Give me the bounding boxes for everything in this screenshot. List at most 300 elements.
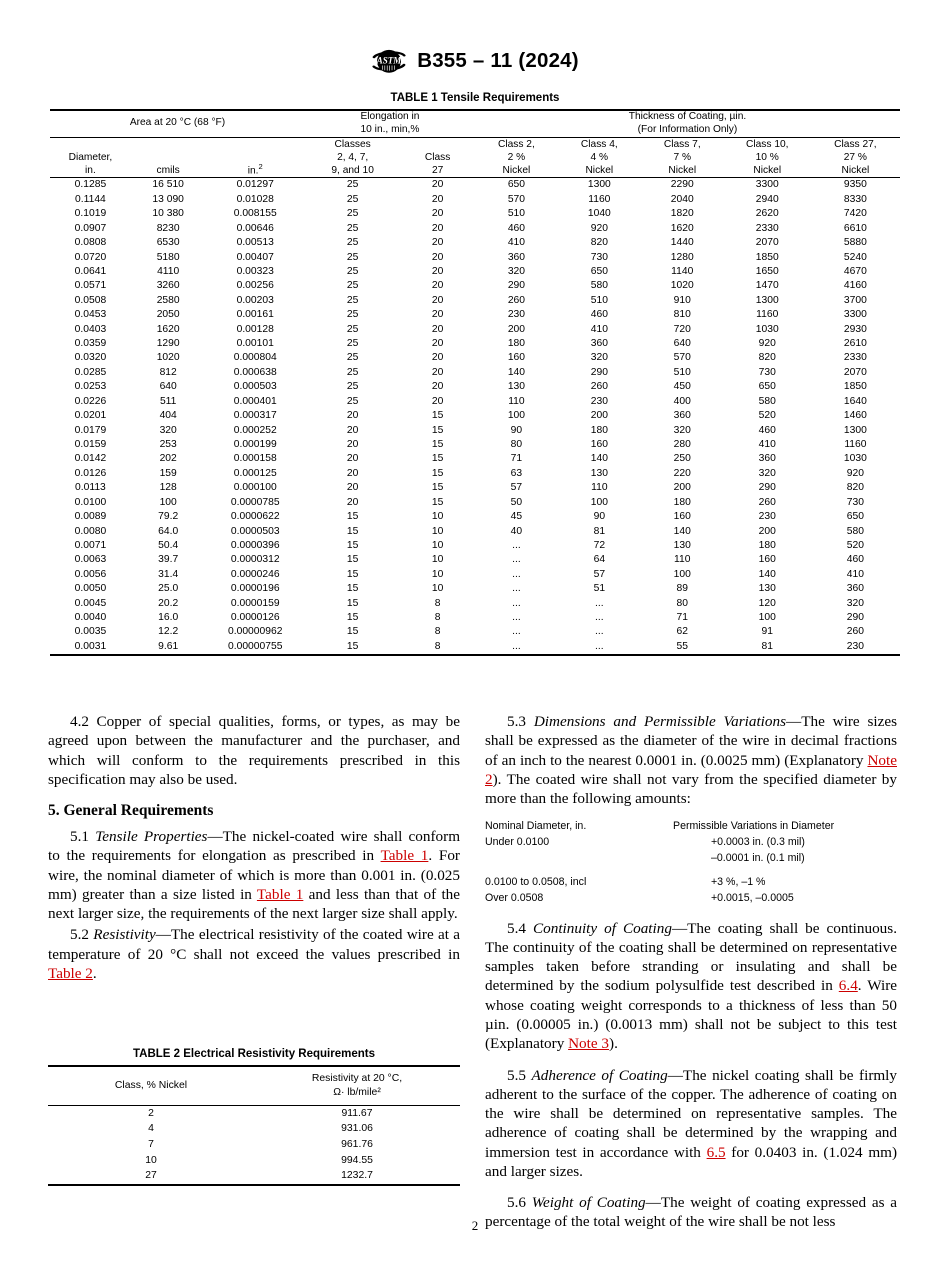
table-1-cell-r10-c3: 25 xyxy=(346,323,359,335)
paragraph-5-1-number: 5.1 xyxy=(70,828,89,846)
table-1-cell-r8-c1: 2580 xyxy=(156,294,180,306)
table-1-cell-r9-c5: 230 xyxy=(507,309,525,321)
group-header-elongation xyxy=(305,110,475,137)
variations-row-0-right: +0.0003 in. (0.3 mil) xyxy=(711,836,805,848)
xref-note-3[interactable]: Note 3 xyxy=(568,1035,610,1053)
table-1-cell-r3-c4: 20 xyxy=(431,222,444,234)
table-1-cell-r14-c8: 650 xyxy=(758,381,776,393)
table-1-cell-r6-c2: 0.00323 xyxy=(236,265,274,277)
paragraph-5-2 xyxy=(48,925,460,983)
table-1-cell-r26-c3: 15 xyxy=(346,554,359,566)
table-1-col-header-8-line1: 10 % xyxy=(755,151,779,163)
table-1-cell-r6-c8: 1650 xyxy=(755,265,779,277)
table-1-cell-r22-c2: 0.0000785 xyxy=(230,496,280,508)
paragraph-5-1-title: Tensile Properties xyxy=(95,828,208,846)
table-1-cell-r24-c8: 200 xyxy=(758,525,776,537)
table-1-cell-r22-c6: 100 xyxy=(590,496,608,508)
table-1-cell-r12-c3: 25 xyxy=(346,352,359,364)
table-1-cell-r2-c3: 25 xyxy=(346,208,359,220)
table-1-cell-r17-c6: 180 xyxy=(590,424,608,436)
table-1-cell-r7-c8: 1470 xyxy=(755,280,779,292)
table-1-cell-r21-c9: 820 xyxy=(846,482,864,494)
table-row xyxy=(50,351,900,365)
table-1-cell-r19-c8: 360 xyxy=(758,453,776,465)
table-1-cell-r28-c1: 25.0 xyxy=(158,583,179,595)
table-1-cell-r30-c4: 8 xyxy=(434,612,441,624)
table-row xyxy=(50,596,900,610)
table-row xyxy=(50,553,900,567)
table-1-cell-r25-c4: 10 xyxy=(431,539,444,551)
table-1-cell-r7-c6: 580 xyxy=(590,280,608,292)
xref-table-1-b[interactable]: Table 1 xyxy=(256,885,304,903)
table-1-cell-r21-c7: 200 xyxy=(673,482,691,494)
table-1-cell-r32-c2: 0.00000755 xyxy=(228,640,283,652)
table-1-cell-r28-c5: ... xyxy=(512,583,521,595)
table-row xyxy=(50,236,900,250)
table-1-cell-r11-c0: 0.0359 xyxy=(74,338,107,350)
table-1-cell-r27-c6: 57 xyxy=(593,568,606,580)
table-1-cell-r7-c2: 0.00256 xyxy=(236,280,274,292)
paragraph-4-2 xyxy=(48,712,460,789)
table-1-cell-r11-c8: 920 xyxy=(758,338,776,350)
table-1-cell-r1-c3: 25 xyxy=(346,193,359,205)
table-row xyxy=(50,524,900,538)
table-1-cell-r18-c2: 0.000199 xyxy=(233,438,277,450)
table-1-col-header-7-line2: Nickel xyxy=(668,165,697,176)
table-1-cell-r30-c2: 0.0000126 xyxy=(230,612,280,624)
table-1-cell-r30-c6: ... xyxy=(595,612,604,624)
table-1-cell-r9-c7: 810 xyxy=(673,309,691,321)
table-1-cell-r18-c6: 160 xyxy=(590,438,608,450)
table-1-col-header-8-line0: Class 10, xyxy=(746,138,789,150)
table-1-cell-r27-c2: 0.0000246 xyxy=(230,568,280,580)
table-1-cell-r0-c8: 3300 xyxy=(755,179,779,191)
table-1-cell-r20-c5: 63 xyxy=(510,467,523,479)
xref-table-1-a[interactable]: Table 1 xyxy=(380,847,429,865)
table-1-cell-r29-c7: 80 xyxy=(676,597,688,609)
table-row xyxy=(50,539,900,553)
paragraph-5-6-number: 5.6 xyxy=(507,1194,526,1212)
table-1-cell-r7-c4: 20 xyxy=(431,280,444,292)
table-1-cell-r30-c5: ... xyxy=(512,612,521,624)
table-1-cell-r31-c1: 12.2 xyxy=(158,626,179,638)
table-1-cell-r20-c1: 159 xyxy=(159,467,177,479)
table-1-col-header-6-line2: Nickel xyxy=(585,165,614,176)
table-1-cell-r26-c7: 110 xyxy=(674,554,691,566)
table-1-cell-r10-c1: 1620 xyxy=(156,323,180,335)
group-header-thickness-line2: (For Information Only) xyxy=(637,123,738,135)
table-1-col-header-6 xyxy=(558,137,641,178)
table-1-cell-r17-c2: 0.000252 xyxy=(233,424,277,436)
body-column-left xyxy=(48,712,460,983)
section-5-heading: 5. General Requirements xyxy=(48,802,214,820)
table-1-cell-r17-c9: 1300 xyxy=(843,424,867,436)
table-1-cell-r19-c0: 0.0142 xyxy=(74,453,107,465)
table-1-col-header-7-line1: 7 % xyxy=(673,151,692,163)
table-1-cell-r0-c0: 0.1285 xyxy=(74,179,107,191)
table-1-cell-r9-c3: 25 xyxy=(346,309,359,321)
table-1-cell-r10-c4: 20 xyxy=(431,323,444,335)
table-1-cell-r32-c0: 0.0031 xyxy=(74,640,107,652)
table-1-col-header-9-line1: 27 % xyxy=(843,151,867,163)
table-1-col-header-1-line0: cmils xyxy=(156,165,180,176)
table-1-cell-r10-c2: 0.00128 xyxy=(236,323,274,335)
table-1-cell-r23-c1: 79.2 xyxy=(158,511,179,523)
table-row xyxy=(50,366,900,380)
table-1-cell-r15-c5: 110 xyxy=(508,395,525,407)
table-row xyxy=(50,510,900,524)
table-1-col-header-5-line2: Nickel xyxy=(502,165,531,176)
table-1-cell-r3-c3: 25 xyxy=(346,222,359,234)
table-1-cell-r22-c0: 0.0100 xyxy=(74,496,107,508)
table-1-cell-r25-c0: 0.0071 xyxy=(74,539,107,551)
table-1-cell-r4-c0: 0.0808 xyxy=(74,237,107,249)
table-1-col-header-7-line0: Class 7, xyxy=(663,138,701,150)
table-1-cell-r5-c3: 25 xyxy=(346,251,359,263)
table-1-cell-r25-c3: 15 xyxy=(346,539,359,551)
table-1-cell-r30-c3: 15 xyxy=(346,612,359,624)
table-1-cell-r15-c9: 1640 xyxy=(843,395,867,407)
table-1-cell-r13-c6: 290 xyxy=(590,366,608,378)
table-1-cell-r18-c5: 80 xyxy=(510,438,523,450)
variations-header-right: Permissible Variations in Diameter xyxy=(673,820,835,833)
variations-row-1-right: –0.0001 in. (0.1 mil) xyxy=(711,851,805,864)
paragraph-5-3-number: 5.3 xyxy=(507,713,526,730)
table-row xyxy=(50,193,900,207)
table-1-cell-r6-c4: 20 xyxy=(431,265,444,277)
table-1-cell-r4-c6: 820 xyxy=(590,237,608,249)
table-1-cell-r5-c8: 1850 xyxy=(755,251,779,263)
table-1-cell-r32-c9: 230 xyxy=(846,640,864,652)
table-1-cell-r27-c9: 410 xyxy=(846,568,864,580)
table-1-cell-r6-c3: 25 xyxy=(346,265,359,277)
table-1-col-header-6-line1: 4 % xyxy=(590,151,609,163)
table-1-cell-r31-c0: 0.0035 xyxy=(74,626,107,638)
table-1-cell-r5-c9: 5240 xyxy=(843,251,867,263)
paragraph-5-1 xyxy=(48,827,460,923)
table-1-cell-r16-c9: 1460 xyxy=(843,410,867,422)
table-1-cell-r28-c0: 0.0050 xyxy=(74,583,107,595)
table-1-cell-r27-c8: 140 xyxy=(758,568,776,580)
table-1-cell-r12-c9: 2330 xyxy=(843,352,867,364)
table-1-cell-r3-c6: 920 xyxy=(590,222,608,234)
table-1-cell-r10-c9: 2930 xyxy=(843,323,867,335)
table-1-cell-r0-c3: 25 xyxy=(346,179,359,191)
paragraph-5-2-text-b: . xyxy=(92,964,97,982)
table-1-cell-r0-c5: 650 xyxy=(507,179,525,191)
table-1-cell-r16-c8: 520 xyxy=(758,410,776,422)
paragraph-5-3 xyxy=(485,712,897,808)
table-1-cell-r27-c1: 31.4 xyxy=(158,568,179,580)
table-1-col-header-1 xyxy=(131,137,206,178)
variations-row-2-right: +3 %, –1 % xyxy=(711,876,766,889)
table-1-cell-r26-c2: 0.0000312 xyxy=(230,554,280,566)
table-1-cell-r8-c8: 1300 xyxy=(755,294,779,306)
table-1-cell-r19-c3: 20 xyxy=(346,453,359,465)
table-row xyxy=(50,611,900,625)
table-1-cell-r25-c9: 520 xyxy=(846,539,864,551)
table-1-cell-r25-c5: ... xyxy=(512,539,521,551)
table-1-cell-r16-c6: 200 xyxy=(590,410,608,422)
table-1-cell-r15-c2: 0.000401 xyxy=(233,395,277,407)
table-1-cell-r32-c7: 55 xyxy=(676,640,688,652)
table-1-cell-r31-c5: ... xyxy=(512,626,521,638)
paragraph-5-1-text-a: —The nickel-coated wire shall conform to the requirements for elongation as prescribed in xyxy=(48,828,461,865)
xref-table-2[interactable]: Table 2 xyxy=(48,964,93,982)
table-1-col-header-8 xyxy=(724,137,811,178)
paragraph-4-2-text: Copper of special qualities, forms, or types, as may be agreed upon between the manufacturer and the purchaser, and which will conform to the requirements prescribed in this specification may also be used. xyxy=(48,713,461,788)
table-1-col-header-0-line1: in. xyxy=(85,165,96,176)
table-1-cell-r29-c0: 0.0045 xyxy=(74,597,107,609)
table-1-cell-r5-c4: 20 xyxy=(431,251,444,263)
table-1-cell-r18-c8: 410 xyxy=(758,438,776,450)
table-1-cell-r22-c5: 50 xyxy=(510,496,523,508)
table-1-cell-r28-c9: 360 xyxy=(846,583,864,595)
table-row xyxy=(50,568,900,582)
table-1-cell-r9-c8: 1160 xyxy=(756,309,779,321)
table-1-cell-r19-c1: 202 xyxy=(159,453,177,465)
table-1-cell-r19-c5: 71 xyxy=(510,453,523,465)
table-row xyxy=(50,222,900,236)
variations-rows xyxy=(485,835,897,907)
table-1-cell-r1-c8: 2940 xyxy=(755,193,779,205)
table-1-cell-r30-c8: 100 xyxy=(758,612,776,624)
group-header-elongation-line2: 10 in., min,% xyxy=(360,123,420,135)
table-2-col2-header xyxy=(254,1066,460,1106)
variations-row-1-left xyxy=(485,851,665,867)
table-1-cell-r6-c7: 1140 xyxy=(671,265,694,277)
table-1-col-header-6-line0: Class 4, xyxy=(580,138,618,150)
table-1-cell-r0-c9: 9350 xyxy=(843,179,867,191)
table-1-head xyxy=(50,110,900,178)
table-1-col-header-4-line1: 27 xyxy=(431,165,444,176)
table-2-col2-header-line2: Ω· lb/mile² xyxy=(333,1086,381,1098)
table-1-cell-r4-c3: 25 xyxy=(346,237,359,249)
table-2-body xyxy=(48,1106,460,1186)
table-1-group-header-row xyxy=(50,110,900,137)
table-1-cell-r13-c7: 510 xyxy=(673,366,691,378)
table-2-cell-r0-c1: 911.67 xyxy=(341,1107,373,1119)
table-1-cell-r28-c7: 89 xyxy=(676,583,688,595)
table-1-cell-r1-c2: 0.01028 xyxy=(236,193,274,205)
table-1-col-header-3-line1: 2, 4, 7, xyxy=(337,151,369,163)
table-1-cell-r11-c6: 360 xyxy=(590,338,608,350)
table-1-cell-r11-c4: 20 xyxy=(431,338,444,350)
table-1-cell-r16-c3: 20 xyxy=(346,410,359,422)
table-1-cell-r1-c5: 570 xyxy=(507,193,525,205)
table-1-cell-r17-c0: 0.0179 xyxy=(74,424,107,436)
table-row xyxy=(48,1122,460,1138)
table-1-cell-r16-c1: 404 xyxy=(159,410,177,422)
table-1-cell-r26-c6: 64 xyxy=(593,554,606,566)
table-1-cell-r3-c5: 460 xyxy=(507,222,525,234)
table-1-cell-r25-c7: 130 xyxy=(673,539,691,551)
table-1-cell-r16-c0: 0.0201 xyxy=(74,410,107,422)
table-1-cell-r10-c6: 410 xyxy=(590,323,608,335)
table-row xyxy=(50,640,900,655)
table-1-cell-r32-c5: ... xyxy=(512,640,521,652)
table-1-cell-r24-c1: 64.0 xyxy=(158,525,179,537)
table-1-cell-r15-c8: 580 xyxy=(758,395,776,407)
table-1-cell-r2-c2: 0.008155 xyxy=(233,208,277,220)
table-1-cell-r26-c9: 460 xyxy=(846,554,864,566)
table-1-cell-r24-c2: 0.0000503 xyxy=(230,525,280,537)
table-1-cell-r28-c3: 15 xyxy=(346,583,359,595)
paragraph-5-5 xyxy=(485,1066,897,1182)
table-row xyxy=(50,250,900,264)
table-row xyxy=(50,582,900,596)
table-2-cell-r4-c0: 27 xyxy=(145,1170,157,1182)
table-1-cell-r4-c1: 6530 xyxy=(156,237,180,249)
table-1-cell-r13-c2: 0.000638 xyxy=(233,366,277,378)
table-1-cell-r14-c6: 260 xyxy=(590,381,608,393)
table-1-cell-r6-c1: 4110 xyxy=(157,265,180,277)
page-header xyxy=(0,48,950,74)
astm-logo-icon xyxy=(371,48,407,74)
table-1-cell-r4-c4: 20 xyxy=(431,237,444,249)
paragraph-5-2-number: 5.2 xyxy=(70,926,89,944)
table-2-cell-r3-c1: 994.55 xyxy=(341,1154,373,1166)
xref-6-5[interactable]: 6.5 xyxy=(706,1143,726,1161)
table-1-cell-r0-c2: 0.01297 xyxy=(236,179,274,191)
table-1-cell-r30-c1: 16.0 xyxy=(158,612,179,624)
table-1-cell-r11-c1: 1290 xyxy=(156,338,180,350)
table-1-col-header-2-line0: in.$^2$ xyxy=(247,161,263,176)
table-1-cell-r23-c2: 0.0000622 xyxy=(230,511,280,523)
table-1-cell-r19-c9: 1030 xyxy=(843,453,867,465)
table-1-col-header-5-line0: Class 2, xyxy=(498,138,535,150)
table-1-cell-r12-c6: 320 xyxy=(590,352,608,364)
table-1-column-header-row xyxy=(50,137,900,178)
table-1-cell-r3-c2: 0.00646 xyxy=(236,222,274,234)
table-1-cell-r1-c7: 2040 xyxy=(670,193,694,205)
table-row xyxy=(50,481,900,495)
paragraph-5-5-number: 5.5 xyxy=(507,1066,526,1084)
table-row xyxy=(48,1137,460,1153)
table-1-cell-r9-c6: 460 xyxy=(590,309,608,321)
table-1-cell-r13-c8: 730 xyxy=(758,366,776,378)
table-1-cell-r20-c9: 920 xyxy=(846,467,864,479)
table-1-cell-r22-c4: 15 xyxy=(431,496,444,508)
table-row xyxy=(50,322,900,336)
table-1-cell-r24-c4: 10 xyxy=(431,525,444,537)
table-1-cell-r15-c3: 25 xyxy=(346,395,359,407)
table-1-cell-r23-c0: 0.0089 xyxy=(74,511,107,523)
table-2-cell-r1-c0: 4 xyxy=(148,1123,154,1135)
table-1-cell-r3-c8: 2330 xyxy=(755,222,779,234)
body-column-right xyxy=(485,712,897,1232)
table-1-cell-r5-c1: 5180 xyxy=(156,251,180,263)
table-1-cell-r4-c2: 0.00513 xyxy=(236,237,274,249)
page-number: 2 xyxy=(471,1218,479,1233)
table-1-cell-r16-c7: 360 xyxy=(673,410,691,422)
table-1-cell-r31-c7: 62 xyxy=(676,626,688,638)
table-1-col-header-0 xyxy=(50,137,131,178)
table-1-cell-r21-c8: 290 xyxy=(758,482,776,494)
paragraph-5-3-text-b: ). The coated wire shall not vary from the specified diameter by more than the following amounts: xyxy=(485,770,897,808)
table-1-cell-r2-c7: 1820 xyxy=(670,208,694,220)
table-1-cell-r31-c4: 8 xyxy=(434,626,441,638)
table-1-col-header-5 xyxy=(475,137,558,178)
table-1-cell-r22-c3: 20 xyxy=(346,496,359,508)
table-1-cell-r2-c5: 510 xyxy=(507,208,525,220)
table-1-cell-r0-c6: 1300 xyxy=(587,179,611,191)
table-1-cell-r17-c5: 90 xyxy=(510,424,523,436)
paragraph-5-4-text-b: . Wire whose coating weight corresponds to a thickness of less than 50 µin. (0.00005 in.) (0.0013 mm) shall not be subject to this test (Explanatory xyxy=(485,977,897,1053)
table-1-cell-r8-c7: 910 xyxy=(673,294,691,306)
table-1-col-header-3 xyxy=(305,137,400,178)
table-1-cell-r12-c5: 160 xyxy=(507,352,525,364)
table-1-cell-r26-c4: 10 xyxy=(431,554,444,566)
table-row xyxy=(50,279,900,293)
table-1-cell-r8-c3: 25 xyxy=(346,294,359,306)
variations-header-left: Nominal Diameter, in. xyxy=(485,820,587,833)
table-1-cell-r18-c1: 253 xyxy=(159,438,177,450)
table-1-cell-r26-c5: ... xyxy=(512,554,521,566)
table-1-cell-r15-c1: 511 xyxy=(159,395,177,407)
table-1-cell-r4-c7: 1440 xyxy=(670,237,694,249)
table-1-cell-r17-c3: 20 xyxy=(346,424,359,436)
table-1-cell-r30-c9: 290 xyxy=(846,612,864,624)
table-1-cell-r27-c0: 0.0056 xyxy=(74,568,107,580)
table-1-cell-r22-c8: 260 xyxy=(758,496,776,508)
table-1-cell-r13-c3: 25 xyxy=(346,366,359,378)
table-1-col-header-4 xyxy=(400,137,475,178)
table-1-cell-r29-c6: ... xyxy=(595,597,604,609)
table-1-cell-r28-c6: 51 xyxy=(593,583,606,595)
paragraph-5-4-title: Continuity of Coating xyxy=(533,919,672,937)
table-1-cell-r29-c3: 15 xyxy=(346,597,359,609)
table-1-cell-r16-c2: 0.000317 xyxy=(233,410,277,422)
paragraph-5-1-text-c: and less than that of the next larger size, the requirements of the next larger size shall apply. xyxy=(48,885,461,923)
xref-note-2[interactable]: Note 2 xyxy=(485,751,897,788)
table-1-cell-r24-c0: 0.0080 xyxy=(74,525,107,537)
table-1-cell-r7-c3: 25 xyxy=(346,280,359,292)
svg-text:ASTM: ASTM xyxy=(376,55,402,66)
table-1-cell-r24-c6: 81 xyxy=(593,525,606,537)
table-1-cell-r25-c1: 50.4 xyxy=(158,539,179,551)
table-1-cell-r29-c5: ... xyxy=(512,597,521,609)
paragraph-5-4-number: 5.4 xyxy=(507,919,526,937)
table-1-cell-r17-c4: 15 xyxy=(431,424,444,436)
table-2-cell-r3-c0: 10 xyxy=(145,1154,157,1166)
table-1-cell-r17-c1: 320 xyxy=(159,424,177,436)
table-1-cell-r5-c2: 0.00407 xyxy=(236,251,274,263)
table-1-cell-r23-c7: 160 xyxy=(673,511,691,523)
table-1-cell-r18-c9: 1160 xyxy=(844,438,867,450)
table-1-cell-r24-c9: 580 xyxy=(846,525,864,537)
table-1-cell-r31-c2: 0.00000962 xyxy=(228,626,283,638)
table-1-cell-r29-c8: 120 xyxy=(758,597,776,609)
table-2-head xyxy=(48,1066,460,1106)
table-1-cell-r21-c5: 57 xyxy=(510,482,523,494)
table-1-col-header-7 xyxy=(641,137,724,178)
table-1-cell-r3-c7: 1620 xyxy=(670,222,694,234)
variations-row xyxy=(485,875,897,891)
variations-row xyxy=(485,851,897,867)
table-1-cell-r27-c4: 10 xyxy=(431,568,444,580)
table-1-cell-r31-c6: ... xyxy=(595,626,604,638)
xref-6-4[interactable]: 6.4 xyxy=(838,977,858,995)
table-1-col-header-3-line0: Classes xyxy=(334,138,371,150)
table-1-cell-r20-c2: 0.000125 xyxy=(233,467,277,479)
table-1-cell-r29-c1: 20.2 xyxy=(158,597,179,609)
table-1-cell-r14-c5: 130 xyxy=(507,381,525,393)
table-2-cell-r2-c0: 7 xyxy=(148,1138,154,1150)
paragraph-5-5-text-b: for 0.0403 in. (1.024 mm) and larger sizes. xyxy=(485,1143,898,1180)
table-1-cell-r28-c8: 130 xyxy=(758,583,776,595)
table-1-cell-r23-c5: 45 xyxy=(510,511,523,523)
